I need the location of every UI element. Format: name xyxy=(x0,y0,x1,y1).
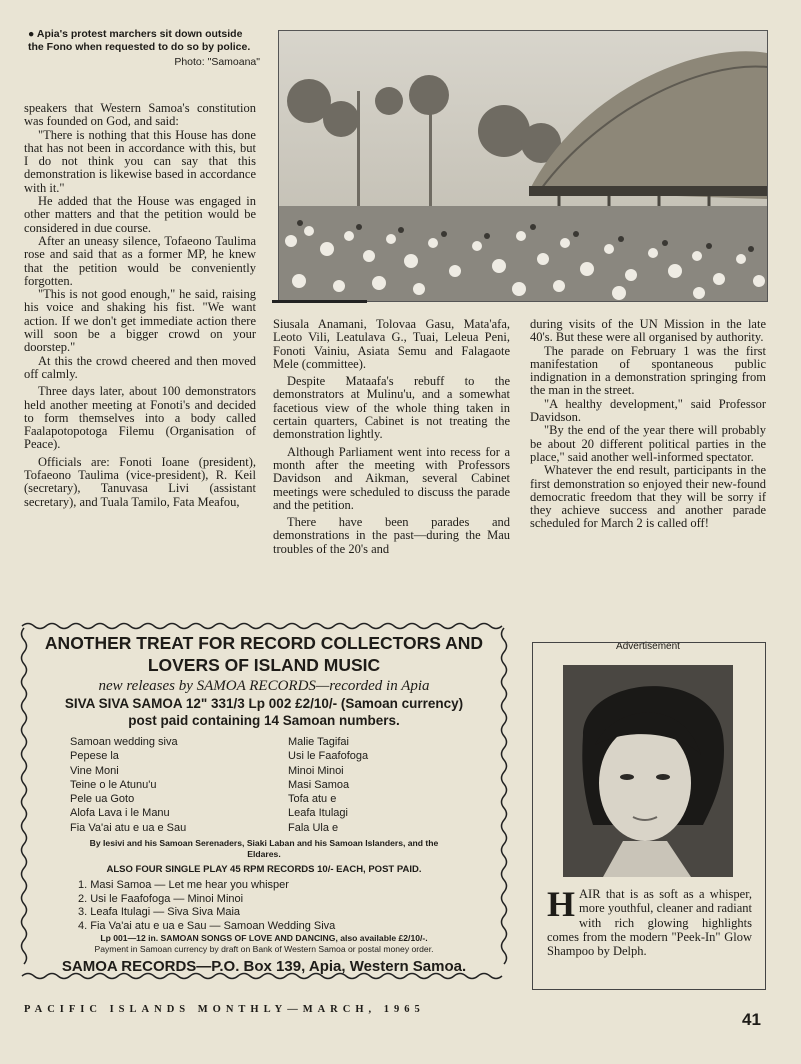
running-footer: PACIFIC ISLANDS MONTHLY—MARCH, 1965 xyxy=(24,1004,425,1015)
singles-list xyxy=(78,879,496,933)
article-column-1 xyxy=(24,102,256,509)
paragraph: Three days later, about 100 demonstrators held another meeting at Fonoti's and decided to form themselves into a body called Faalapotopotoga Filemu (Organisation of Peace). xyxy=(24,384,256,452)
ad-headline-2: LOVERS OF ISLAND MUSIC xyxy=(147,655,381,675)
paragraph: during visits of the UN Mission in the late 40's. But these were all organised by authority. xyxy=(530,317,766,345)
paragraph: "This is not good enough," he said, raising his voice and shaking his fist. "We want action. If we don't get immediate action there will soon be a bigger crowd on your doorstep." xyxy=(24,287,256,355)
paragraph: Although Parliament went into recess for a month after the meeting with Professors Davidson and Aikman, several Cabinet meetings were scheduled to discuss the parade and the petition. xyxy=(273,444,510,512)
song-title: Usi le Faafofoga xyxy=(288,750,369,763)
dropcap: H xyxy=(547,884,576,924)
single-item: 2. Usi le Faafofoga — Minoi Minoi xyxy=(78,892,244,905)
song-title: Fia Va'ai atu e ua e Sau xyxy=(70,821,187,834)
lp-line-2: post paid containing 14 Samoan numbers. xyxy=(128,713,400,728)
singles-header: ALSO FOUR SINGLE PLAY 45 RPM RECORDS 10/- EACH, POST PAID. xyxy=(106,864,422,876)
song-title: Pepese la xyxy=(70,750,119,763)
ad-headline-1: ANOTHER TREAT FOR RECORD COLLECTORS AND xyxy=(44,633,484,653)
song-list xyxy=(32,735,496,835)
paragraph: Officials are: Fonoti Ioane (president), Tofaeono Taulima (vice-president), R. Keil (secretary), Tanuvasa Livi (assistant secretary), and Tuala Tamilo, Fata Meafou, xyxy=(24,454,256,509)
caption-text: Apia's protest marchers sit down outside the Fono when requested to do so by police. xyxy=(28,28,251,53)
lp-line-1: SIVA SIVA SAMOA 12" 331/3 Lp 002 £2/10/- (Samoan currency) xyxy=(64,696,464,711)
paragraph: At this the crowd cheered and then moved off calmly. xyxy=(24,353,256,381)
paragraph: Despite Mataafa's rebuff to the demonstrators at Mulinu'u, and a somewhat facetious view of the whole thing taken in certain quarters, Cabinet is not treating the demonstration lightly. xyxy=(273,374,510,442)
paragraph: After an uneasy silence, Tofaeono Taulima rose and said that as a former MP, he knew that the petition would be conveniently forgotten. xyxy=(24,233,256,288)
article-column-3 xyxy=(530,318,766,531)
song-title: Pele ua Goto xyxy=(70,793,135,806)
photo-caption xyxy=(28,28,260,69)
song-title: Alofa Lava i le Manu xyxy=(70,807,170,820)
samoa-records-ad xyxy=(18,620,510,982)
paragraph: "A healthy development," said Professor Davidson. xyxy=(530,396,766,425)
bullet-icon: ● xyxy=(28,28,35,40)
woman-portrait xyxy=(563,665,733,877)
lp-001: Lp 001—12 in. SAMOAN SONGS OF LOVE AND DANCING, also available £2/10/-. xyxy=(100,933,428,944)
shampoo-copy xyxy=(547,884,752,959)
paragraph: He added that the House was engaged in other matters and that the petition would be considered in due course. xyxy=(24,194,256,235)
single-item: 1. Masi Samoa — Let me hear you whisper xyxy=(78,879,289,892)
paragraph: Whatever the end result, participants in the first demonstration so enjoyed their new-found democratic freedom that they will be sorry if they achieve success and another parade scheduled for March 2 is called off! xyxy=(530,463,766,531)
song-title: Vine Moni xyxy=(70,764,119,777)
song-title: Minoi Minoi xyxy=(288,764,344,777)
ad-address: SAMOA RECORDS—P.O. Box 139, Apia, Western Samoa. xyxy=(61,958,467,976)
advertisement-label: Advertisement xyxy=(616,641,680,652)
song-title: Leafa Itulagi xyxy=(288,807,348,820)
page-number: 41 xyxy=(742,1010,761,1029)
song-title: Malie Tagifai xyxy=(288,736,349,748)
single-item: 3. Leafa Itulagi — Siva Siva Maia xyxy=(78,906,241,919)
payment-note: Payment in Samoan currency by draft on Bank of Western Samoa or postal money order. xyxy=(94,944,434,955)
performers: By Iesivi and his Samoan Serenaders, Siaki Laban and his Samoan Islanders, and the Eldares. xyxy=(89,838,439,860)
single-item: 4. Fia Va'ai atu e ua e Sau — Samoan Wedding Siva xyxy=(78,919,336,932)
song-list-left xyxy=(70,735,240,835)
song-title: Masi Samoa xyxy=(288,778,350,791)
paragraph: The parade on February 1 was the first manifestation of spontaneous public indignation in a demonstration springing from the man in the street. xyxy=(530,343,766,398)
shampoo-ad xyxy=(532,642,766,990)
song-title: Fala Ula e xyxy=(288,821,339,834)
photo-rule xyxy=(272,300,367,303)
protest-photo xyxy=(278,30,768,302)
ad-subhead: new releases by SAMOA RECORDS—recorded in Apia xyxy=(98,678,430,694)
paragraph: "By the end of the year there will probably be about 20 different political parties in the place," said another well-informed spectator. xyxy=(530,423,766,464)
song-title: Samoan wedding siva xyxy=(70,736,178,748)
paragraph: There have been parades and demonstrations in the past—during the Mau troubles of the 20's and xyxy=(273,515,510,556)
paragraph: "There is nothing that this House has done that has not been in accordance with this, but I do not think you can say that this demonstration is likewise based in accordance with it." xyxy=(24,127,256,195)
article-column-2 xyxy=(273,318,510,556)
paragraph: Siusala Anamani, Tolovaa Gasu, Mata'afa, Leoto Vili, Leatulava G., Tuai, Leleua Peni, Fonoti Vainiu, Asiata Semu and Falagaote Mele (committee). xyxy=(273,317,510,371)
shampoo-text: AIR that is as soft as a whisper, more youthful, cleaner and radiant with rich glowing highlights comes from the modern "Peek-In" Glow Shampoo by Delph. xyxy=(547,887,752,959)
song-list-right xyxy=(288,735,458,835)
song-title: Tofa atu e xyxy=(288,793,337,806)
song-title: Teine o le Atunu'u xyxy=(70,778,157,791)
paragraph: speakers that Western Samoa's constitution was founded on God, and said: xyxy=(24,101,256,129)
photo-credit: Photo: "Samoana" xyxy=(174,56,260,68)
